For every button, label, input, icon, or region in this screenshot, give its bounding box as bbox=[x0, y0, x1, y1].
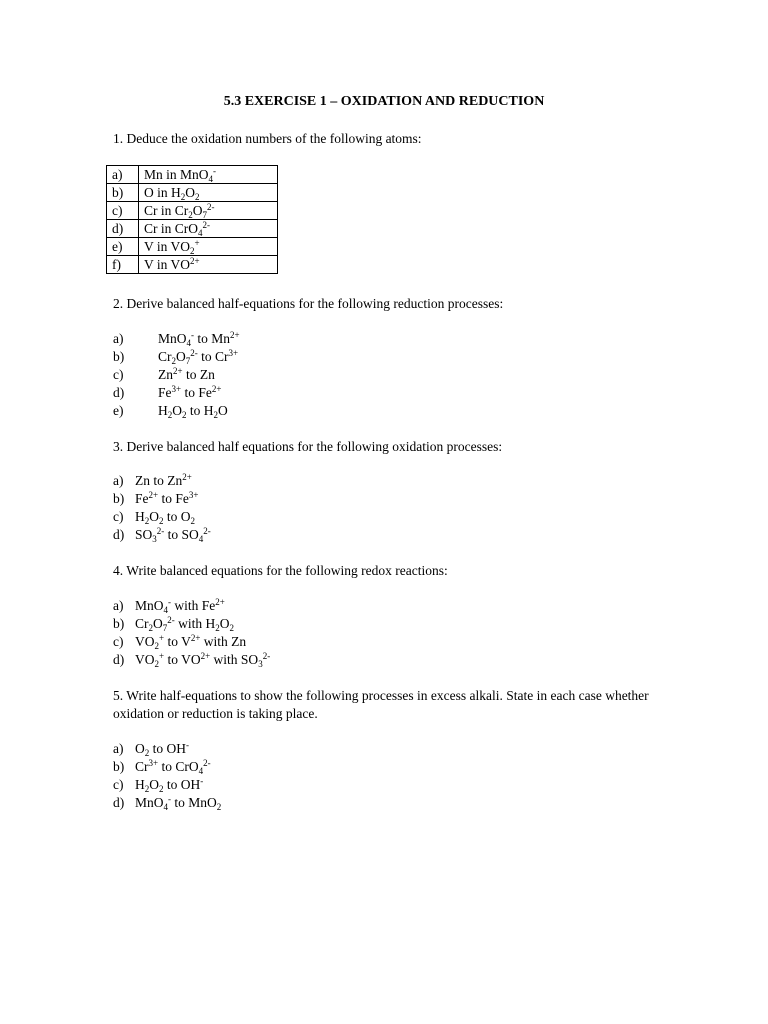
row-label: c) bbox=[107, 202, 139, 220]
question-1-text: 1. Deduce the oxidation numbers of the following atoms: bbox=[113, 131, 422, 146]
row-label: b) bbox=[107, 184, 139, 202]
item-label: c) bbox=[113, 777, 124, 792]
item-label: d) bbox=[113, 385, 125, 400]
row-species: Cr in $Cr_2O_7^{2-}$ bbox=[139, 202, 278, 220]
item-label: d) bbox=[113, 527, 125, 542]
item-text: $Cr^{3+}$ to CrO$_4^{2-}$ bbox=[135, 758, 211, 776]
oxidation-table bbox=[106, 165, 278, 274]
row-label: f) bbox=[107, 256, 139, 274]
item-text: $Fe^{3+}$ to $Fe^{2+}$ bbox=[158, 384, 222, 400]
item-text: $VO_2^+$ to $V^{2+}$ with Zn bbox=[135, 633, 247, 651]
list-item bbox=[113, 472, 211, 490]
item-text: $SO_3^{2-}$ to $SO_4^{2-}$ bbox=[135, 526, 211, 544]
list-item bbox=[113, 740, 221, 758]
row-label: a) bbox=[107, 166, 139, 184]
question-3-list bbox=[113, 472, 211, 544]
question-5-text: 5. Write half-equations to show the following processes in excess alkali. State in each case whether oxidation or reduction is taking place. bbox=[113, 688, 649, 721]
row-label: e) bbox=[107, 238, 139, 256]
item-text: $O_2$ to OH- bbox=[135, 740, 189, 758]
item-label: b) bbox=[113, 349, 125, 364]
item-label: b) bbox=[113, 759, 125, 774]
item-text: $H_2O_2$ to OH- bbox=[135, 776, 204, 794]
item-label: a) bbox=[113, 473, 124, 488]
item-text: $Cr_2O_7^{2-}$ with $H_2O_2$ bbox=[135, 615, 234, 633]
list-item bbox=[113, 490, 211, 508]
table-row bbox=[107, 220, 278, 238]
list-item bbox=[113, 615, 270, 633]
table-row bbox=[107, 202, 278, 220]
list-item bbox=[113, 758, 221, 776]
item-text: $Fe^{2+}$ to $Fe^{3+}$ bbox=[135, 490, 199, 506]
item-label: d) bbox=[113, 652, 125, 667]
item-text: $Cr_2O_7^{2-}$ to $Cr^{3+}$ bbox=[158, 348, 239, 366]
question-5-list bbox=[113, 740, 221, 812]
page-title: 5.3 EXERCISE 1 – OXIDATION AND REDUCTION bbox=[223, 94, 545, 109]
item-label: e) bbox=[113, 403, 124, 418]
list-item bbox=[113, 651, 270, 669]
item-text: $H_2O_2$ to $O_2$ bbox=[135, 509, 195, 526]
list-item bbox=[113, 633, 270, 651]
row-species: Mn in MnO$_4$- bbox=[139, 166, 278, 184]
item-text: $H_2O_2$ to $H_2O$ bbox=[158, 403, 228, 420]
row-species: V in $VO^{2+}$ bbox=[139, 256, 278, 274]
item-text: MnO$_4$- to $Mn^{2+}$ bbox=[158, 330, 240, 348]
row-species: V in $VO_2^+$ bbox=[139, 238, 278, 256]
item-label: d) bbox=[113, 795, 125, 810]
list-item bbox=[113, 402, 240, 420]
table-row bbox=[107, 256, 278, 274]
item-label: c) bbox=[113, 509, 124, 524]
list-item bbox=[113, 366, 240, 384]
list-item bbox=[113, 508, 211, 526]
list-item bbox=[113, 776, 221, 794]
question-4-text: 4. Write balanced equations for the following redox reactions: bbox=[113, 563, 448, 578]
item-label: a) bbox=[113, 598, 124, 613]
list-item bbox=[113, 597, 270, 615]
item-label: c) bbox=[113, 634, 124, 649]
item-text: MnO$_4$- with $Fe^{2+}$ bbox=[135, 597, 225, 615]
row-label: d) bbox=[107, 220, 139, 238]
question-2-list bbox=[113, 330, 240, 420]
item-label: a) bbox=[113, 331, 124, 346]
item-label: b) bbox=[113, 616, 125, 631]
question-2-text: 2. Derive balanced half-equations for the following reduction processes: bbox=[113, 296, 504, 311]
question-3-text: 3. Derive balanced half equations for the following oxidation processes: bbox=[113, 439, 503, 454]
row-species: Cr in CrO$_4^{2-}$ bbox=[139, 220, 278, 238]
item-label: b) bbox=[113, 491, 125, 506]
row-species: O in $H_2O_2$ bbox=[139, 184, 278, 202]
list-item bbox=[113, 384, 240, 402]
list-item bbox=[113, 348, 240, 366]
item-text: $Zn^{2+}$ to Zn bbox=[158, 366, 215, 382]
table-row bbox=[107, 238, 278, 256]
item-text: MnO$_4$- to MnO$_2$ bbox=[135, 794, 222, 812]
table-row bbox=[107, 184, 278, 202]
question-4-list bbox=[113, 597, 270, 669]
item-text: $VO_2^+$ to $VO^{2+}$ with $SO_3^{2-}$ bbox=[135, 651, 271, 669]
list-item bbox=[113, 330, 240, 348]
list-item bbox=[113, 526, 211, 544]
item-label: c) bbox=[113, 367, 124, 382]
item-text: Zn to $Zn^{2+}$ bbox=[135, 472, 192, 488]
list-item bbox=[113, 794, 221, 812]
item-label: a) bbox=[113, 741, 124, 756]
table-row bbox=[107, 166, 278, 184]
